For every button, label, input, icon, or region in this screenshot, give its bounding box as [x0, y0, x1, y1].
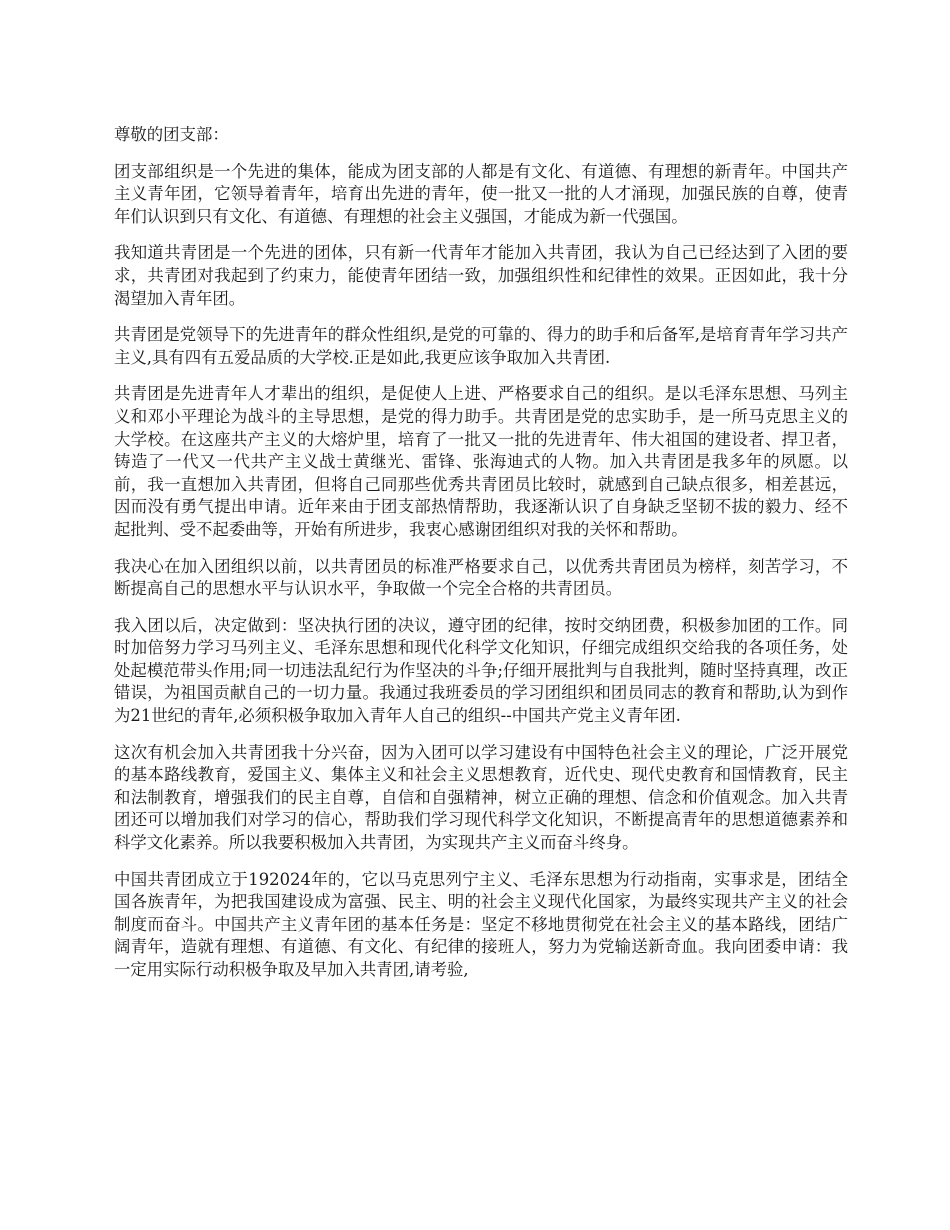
paragraph-5: 我决心在加入团组织以前，以共青团员的标准严格要求自己，以优秀共青团员为榜样，刻苦学习，不断提高自己的思想水平与认识水平，争取做一个完全合格的共青团员。 — [114, 556, 848, 599]
paragraph-7: 这次有机会加入共青团我十分兴奋，因为入团可以学习建设有中国特色社会主义的理论，广泛开展党的基本路线教育，爱国主义、集体主义和社会主义思想教育，近代史、现代史教育和国情教育，民主和法制教育，增强我们的民主自尊，自信和自强精神，树立正确的理想、信念和价值观念。加入共青团还可以增加我们对学习的信心，帮助我们学习现代科学文化知识，不断提高青年的思想道德素养和科学文化素养。所以我要积极加入共青团，为实现共产主义而奋斗终身。 — [114, 742, 848, 853]
paragraph-2: 我知道共青团是一个先进的团体，只有新一代青年才能加入共青团，我认为自己已经达到了入团的要求，共青团对我起到了约束力，能使青年团结一致，加强组织性和纪律性的效果。正因如此，我十分渴望加入青年团。 — [114, 243, 848, 308]
paragraph-4: 共青团是先进青年人才辈出的组织，是促使人上进、严格要求自己的组织。是以毛泽东思想、马列主义和邓小平理论为战斗的主导思想，是党的得力助手。共青团是党的忠实助手，是一所马克思主义的大学校。在这座共产主义的大熔炉里，培育了一批又一批的先进青年、伟大祖国的建设者、捍卫者，铸造了一代又一代共产主义战士黄继光、雷锋、张海迪式的人物。加入共青团是我多年的夙愿。以前，我一直想加入共青团，但将自己同那些优秀共青团员比较时，就感到自己缺点很多，相差甚远，因而没有勇气提出申请。近年来由于团支部热情帮助，我逐渐认识了自身缺乏坚韧不拔的毅力、经不起批判、受不起委曲等，开始有所进步，我衷心感谢团组织对我的关怀和帮助。 — [114, 384, 848, 539]
paragraph-8: 中国共青团成立于192024年的，它以马克思列宁主义、毛泽东思想为行动指南，实事求是，团结全国各族青年，为把我国建设成为富强、民主、明的社会主义现代化国家，为最终实现共产主义的社会制度而奋斗。中国共产主义青年团的基本任务是：坚定不移地贯彻党在社会主义的基本路线，团结广阔青年，造就有理想、有道德、有文化、有纪律的接班人，努力为党输送新奇血。我向团委申请：我一定用实际行动积极争取及早加入共青团,请考验, — [114, 869, 848, 979]
paragraph-3: 共青团是党领导下的先进青年的群众性组织,是党的可靠的、得力的助手和后备军,是培育青年学习共产主义,具有四有五爱品质的大学校.正是如此,我更应该争取加入共青团. — [114, 325, 848, 367]
salutation: 尊敬的团支部： — [114, 125, 229, 144]
paragraph-6: 我入团以后，决定做到：坚决执行团的决议，遵守团的纪律，按时交纳团费，积极参加团的工作。同时加倍努力学习马列主义、毛泽东思想和现代化科学文化知识，仔细完成组织交给我的各项任务，处处起模范带头作用;同一切违法乱纪行为作坚决的斗争;仔细开展批判与自我批判，随时坚持真理，改正错误，为祖国贡献自己的一切力量。我通过我班委员的学习团组织和团员同志的教育和帮助,认为到作为21世纪的青年,必须积极争取加入青年人自己的组织--中国共产党主义青年团. — [114, 615, 848, 726]
application-letter — [114, 124, 848, 996]
paragraph-1: 团支部组织是一个先进的集体，能成为团支部的人都是有文化、有道德、有理想的新青年。中国共产主义青年团，它领导着青年，培育出先进的青年，使一批又一批的人才涌现，加强民族的自尊，使青年们认识到只有文化、有道德、有理想的社会主义强国，才能成为新一代强国。 — [114, 161, 848, 226]
